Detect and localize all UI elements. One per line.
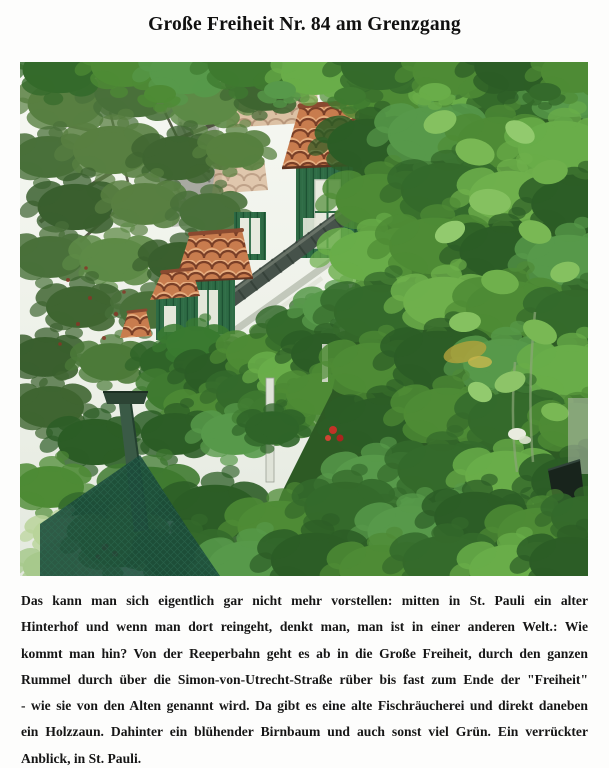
page-title: Große Freiheit Nr. 84 am Grenzgang — [148, 14, 461, 35]
body-line: Rummel durch über die Simon-von-Utrecht-Straße rüber bis fast zum Ende der "Freiheit" — [21, 671, 588, 687]
courtyard-photo — [20, 62, 588, 576]
body-line: - wie sie von den Alten genannt wird. Da gibt es eine alte Fischräucherei und direkt daneben — [21, 698, 588, 714]
body-line: Hinterhof und wenn man dort reingeht, denkt man, man ist in einer anderen Welt.: Wie — [21, 619, 588, 635]
body-line: Anblick, in St. Pauli. — [21, 750, 142, 766]
body-line: ein Holzzaun. Dahinter ein blühender Birnbaum und auch sonst viel Grün. Ein verrückter — [21, 724, 588, 740]
body-line: Das kann man sich eigentlich gar nicht mehr vorstellen: mitten in St. Pauli ein alter — [21, 593, 588, 608]
courtyard-photo-svg — [20, 62, 588, 576]
body-paragraph — [21, 588, 588, 768]
body-line: kommt man hin? Von der Reeperbahn geht es ab in die Große Freiheit, durch den ganzen — [21, 645, 588, 661]
